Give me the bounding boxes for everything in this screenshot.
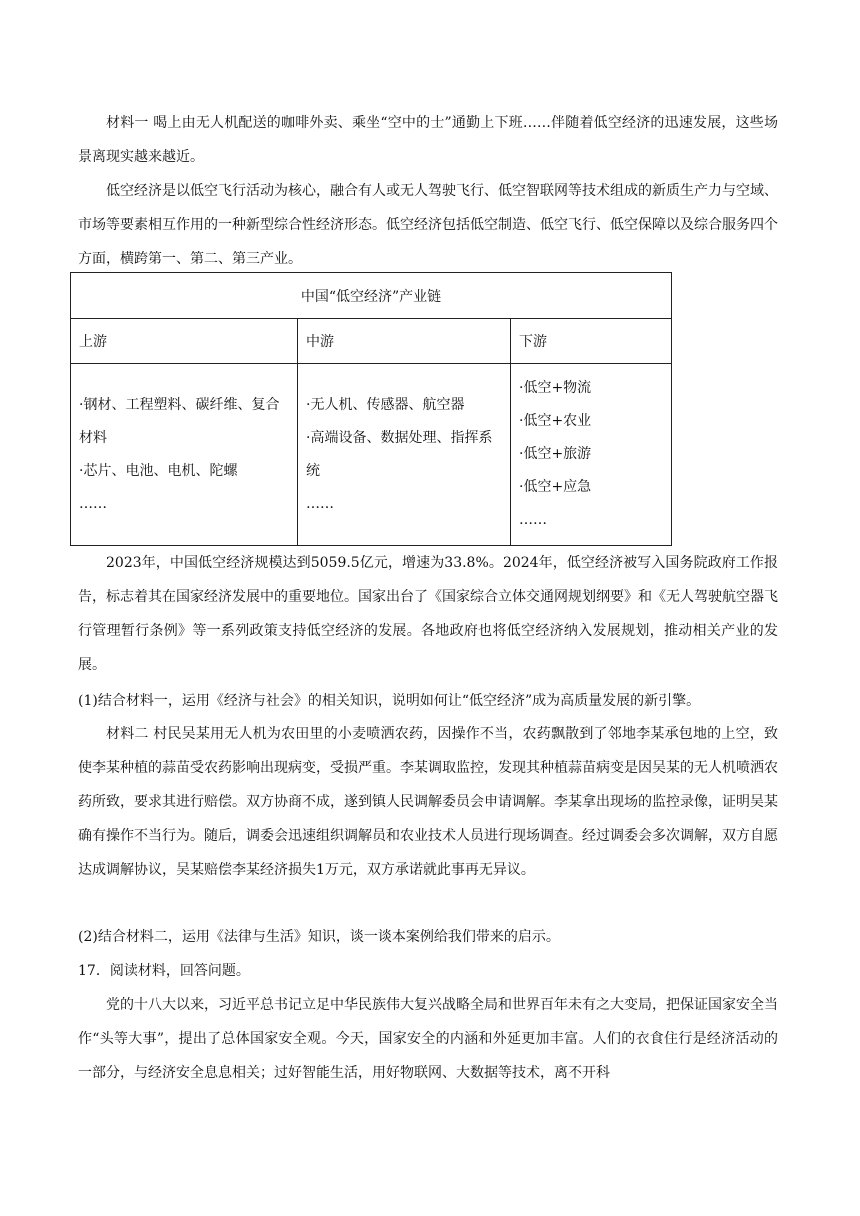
industry-chain-table — [70, 272, 672, 546]
question-2: (2)结合材料二，运用《法律与生活》知识，谈一谈本案例给我们带来的启示。 — [78, 929, 560, 945]
midstream-item: ·无人机、传感器、航空器 — [306, 396, 465, 413]
downstream-item: …… — [519, 512, 547, 528]
midstream-item: …… — [306, 495, 334, 512]
upstream-item: ·钢材、工程塑料、碳纤维、复合材料 — [79, 396, 280, 446]
material-two: 材料二 村民吴某用无人机为农田里的小麦喷洒农药，因操作不当，农药飘散到了邻地李某承包地的上空，致使李某种植的蒜苗受农药影响出现病变，受损严重。李某调取监控，发现其种植蒜苗病变是因吴某的无人机喷洒农药所致，要求其进行赔偿。双方协商不成，遂到镇人民调解委员会申请调解。李某拿出现场的监控录像，证明吴某确有操作不当行为。随后，调委会迅速组织调解员和农业技术人员进行现场调查。经过调委会多次调解，双方自愿达成调解协议，吴某赔偿李某经济损失1万元，双方承诺就此事再无异议。 — [78, 726, 778, 878]
material-one-stats: 2023年，中国低空经济规模达到5059.5亿元，增速为33.8%。2024年，低空经济被写入国务院政府工作报告，标志着其在国家经济发展中的重要地位。国家出台了《国家综合立体交通网规划纲要》和《无人驾驶航空器飞行管理暂行条例》等一系列政策支持低空经济的发展。各地政府也将低空经济纳入发展规划，推动相关产业的发展。 — [78, 555, 778, 673]
upstream-item: ·芯片、电池、电机、陀螺 — [79, 462, 238, 479]
material-one-intro: 材料一 喝上由无人机配送的咖啡外卖、乘坐“空中的士”通勤上下班……伴随着低空经济的迅速发展，这些场景离现实越来越近。 — [78, 115, 778, 165]
header-upstream: 上游 — [71, 319, 298, 364]
downstream-item: ·低空+旅游 — [519, 446, 592, 462]
midstream-item: ·高端设备、数据处理、指挥系统 — [306, 429, 493, 479]
downstream-item: ·低空+应急 — [519, 479, 592, 495]
table-title: 中国“低空经济”产业链 — [71, 273, 672, 319]
downstream-item: ·低空+农业 — [519, 413, 592, 429]
downstream-cell — [511, 364, 672, 546]
question-1: (1)结合材料一，运用《经济与社会》的相关知识，说明如何让“低空经济”成为高质量发展的新引擎。 — [78, 693, 701, 709]
midstream-cell — [298, 364, 511, 546]
material-one-definition: 低空经济是以低空飞行活动为核心，融合有人或无人驾驶飞行、低空智联网等技术组成的新质生产力与空域、市场等要素相互作用的一种新型综合性经济形态。低空经济包括低空制造、低空飞行、低空保障以及综合服务四个方面，横跨第一、第二、第三产业。 — [78, 183, 778, 267]
upstream-cell — [71, 364, 298, 546]
downstream-item: ·低空+物流 — [519, 380, 592, 396]
header-downstream: 下游 — [511, 319, 672, 364]
upstream-item: …… — [79, 495, 107, 512]
header-midstream: 中游 — [298, 319, 511, 364]
material-three: 党的十八大以来，习近平总书记立足中华民族伟大复兴战略全局和世界百年未有之大变局，把保证国家安全当作“头等大事”，提出了总体国家安全观。今天，国家安全的内涵和外延更加丰富。人们的衣食住行是经济活动的一部分，与经济安全息息相关；过好智能生活，用好物联网、大数据等技术，离不开科 — [78, 997, 778, 1081]
question-17-heading: 17．阅读材料，回答问题。 — [78, 963, 250, 979]
